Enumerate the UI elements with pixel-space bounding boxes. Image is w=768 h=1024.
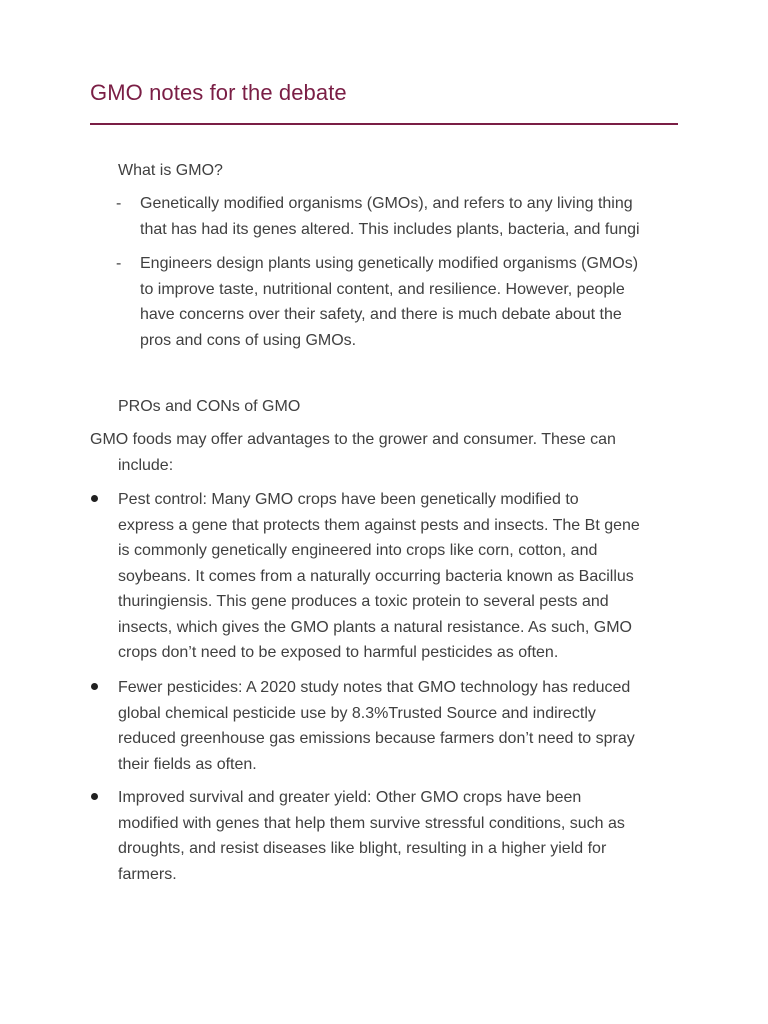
- dash-marker: -: [116, 255, 122, 272]
- bullet-item-improved-survival: Improved survival and greater yield: Other GMO crops have been modified with genes that help them survive stressful conditions, such as droughts, and resist diseases like blight, resulting in a higher yield for farmers.: [118, 789, 625, 883]
- list-item-engineering: Engineers design plants using genetically modified organisms (GMOs) to improve taste, nutritional content, and resilience. However, people have concerns over their safety, and there is much debate about the pros and cons of using GMOs.: [140, 255, 639, 349]
- title-divider: [90, 123, 678, 125]
- bullet-item-pest-control: Pest control: Many GMO crops have been genetically modified to express a gene that protects them against pests and insects. The Bt gene is commonly genetically engineered into crops like corn, cotton, and soybeans. It comes from a naturally occurring bacteria known as Bacillus thuringiensis. This gene produces a toxic protein to several pests and insects, which gives the GMO plants a natural resistance. As such, GMO crops don’t need to be exposed to harmful pesticides as often.: [118, 491, 640, 661]
- intro-paragraph-line: GMO foods may offer advantages to the grower and consumer. These can: [90, 431, 616, 448]
- bullet-dot: [91, 683, 98, 690]
- list-item-definition: Genetically modified organisms (GMOs), and refers to any living thing that has had its genes altered. This includes plants, bacteria, and fungi: [140, 195, 640, 238]
- section-heading-what-is-gmo: What is GMO?: [118, 162, 223, 179]
- bullet-dot: [91, 495, 98, 502]
- intro-paragraph-line: include:: [118, 457, 174, 474]
- section-heading-pros-cons: PROs and CONs of GMO: [118, 398, 301, 415]
- bullet-dot: [91, 793, 98, 800]
- page-title: GMO notes for the debate: [90, 80, 347, 105]
- dash-marker: -: [116, 195, 122, 212]
- bullet-item-fewer-pesticides: Fewer pesticides: A 2020 study notes that GMO technology has reduced global chemical pesticide use by 8.3%Trusted Source and indirectly reduced greenhouse gas emissions because farmers don’t need to spray their fields as often.: [118, 679, 635, 773]
